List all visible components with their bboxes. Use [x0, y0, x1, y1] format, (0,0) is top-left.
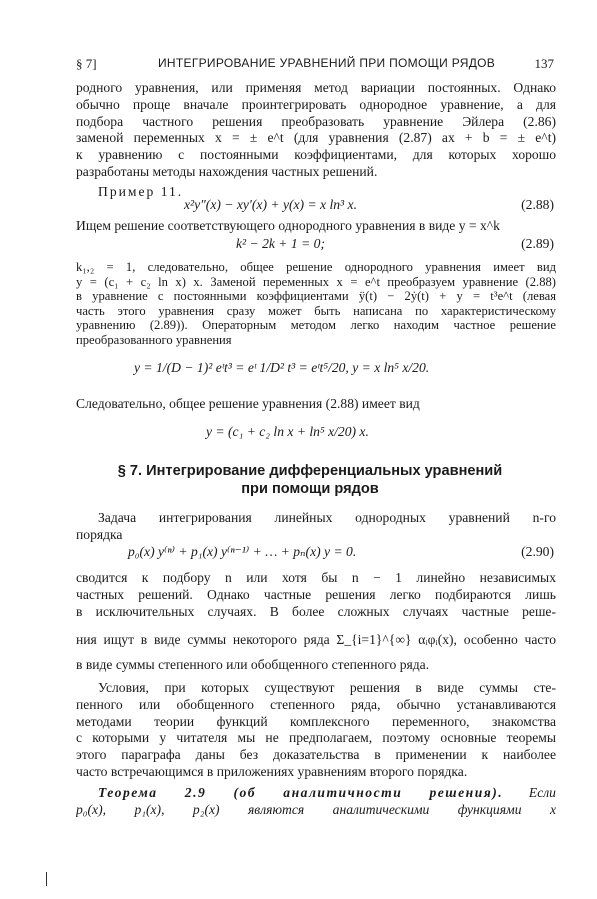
search-solution-line: Ищем решение соответствующего однородного уравнения в виде y = x^k [76, 218, 500, 233]
paragraph-euler [76, 80, 556, 181]
running-title: ИНТЕГРИРОВАНИЕ УРАВНЕНИЙ ПРИ ПОМОЩИ РЯДОВ [158, 56, 496, 70]
text-line: Задача интегрирования линейных однородных уравнений n-го [98, 510, 556, 525]
text-line: преобразованного уравнения [76, 332, 232, 347]
paragraph-linear-problem [76, 510, 556, 544]
text-line: с которыми у читателя мы не предполагаем, поэтому основные теоремы [76, 730, 556, 746]
theorem-lead: Если [528, 785, 556, 800]
section-mark: § 7] [76, 56, 97, 71]
section-heading [100, 462, 520, 498]
text-line: родного уравнения, или применяя метод вариации постоянных. Однако [76, 80, 556, 95]
text-line: в уравнение с постоянными коэффициентами ÿ(t) − 2ẏ(t) + y = t³e^t (левая [76, 289, 556, 304]
paragraph-particular-solutions [76, 570, 556, 674]
paragraph-example-solution [76, 260, 556, 348]
text-line: частных решений. Однако частные решения легко подбираются лишь [76, 586, 556, 602]
text-line: Условия, при которых существуют решения в виде суммы сте- [98, 680, 556, 695]
text-line: сводится к подбору n или хотя бы n − 1 линейно независимых [76, 570, 556, 585]
text-line: часть этого уравнения сразу может быть написана по характеристическому [76, 303, 556, 318]
theorem-2-9 [76, 784, 556, 818]
text-line: y = (c₁ + c₂ ln x) x. Заменой переменных x = e^t преобразуем уравнение (2.88) [76, 274, 556, 289]
equation-2-90: p₀(x) y⁽ⁿ⁾ + p₁(x) y⁽ⁿ⁻¹⁾ + … + pₙ(x) y = 0. [128, 544, 357, 559]
text-line: к уравнению с постоянными коэффициентами, для которых хорошо [76, 147, 556, 163]
example-label: Пример 11. [98, 184, 184, 199]
equation-2-89: k² − 2k + 1 = 0; [236, 236, 325, 251]
text-line: порядка [76, 526, 123, 542]
equation-number-2-90: (2.90) [521, 544, 554, 559]
text-line: методами теории функций комплексного переменного, знакомства [76, 713, 556, 729]
general-solution-formula: y = (c₁ + c₂ ln x + ln⁵ x/20) x. [206, 424, 369, 439]
theorem-first-line [76, 784, 556, 801]
section-title-line: при помощи рядов [241, 481, 379, 497]
equation-number-2-89: (2.89) [521, 236, 554, 251]
text-line: в исключительных случаях. В более сложных случаях частные реше- [76, 603, 556, 619]
page-number: 137 [534, 56, 554, 71]
text-line: ния ищут в виде суммы некоторого ряда Σ_{i=1}^{∞} αᵢφᵢ(x), особенно часто [76, 632, 556, 648]
equation-2-88: x²y″(x) − xy′(x) + y(x) = x ln³ x. [184, 197, 357, 212]
text-line: обычно проще вначале проинтегрировать однородное уравнение, а для [76, 96, 556, 112]
text-line: разработаны методы нахождения частных решений. [76, 163, 378, 179]
text-line: пенного или обобщенного степенного ряда, обычно устанавливаются [76, 696, 556, 712]
text-line: уравнению (2.89)). Операторным методом легко находим частное решение [76, 318, 556, 333]
section-title-line: § 7. Интегрирование дифференциальных уравнений [117, 463, 503, 479]
equation-number-2-88: (2.88) [521, 197, 554, 212]
text-line: заменой переменных x = ± e^t (для уравнения (2.87) ax + b = ± e^t) [76, 130, 556, 146]
general-solution-intro: Следовательно, общее решение уравнения (2.88) имеет вид [76, 396, 420, 411]
text-line: в виде суммы степенного или обобщенного степенного ряда. [76, 657, 430, 673]
text-line: часто встречающимся в приложениях уравнениям второго порядка. [76, 763, 468, 779]
theorem-heading: Теорема 2.9 (об аналитичности решения). [98, 785, 504, 800]
particular-solution-formula: y = 1/(D − 1)² eᵗt³ = eᵗ 1/D² t³ = eᵗt⁵/20, y = x ln⁵ x/20. [134, 360, 430, 375]
text-line: подбора частного решения преобразовать уравнение Эйлера (2.86) [76, 113, 556, 129]
text-line: k₁,₂ = 1, следовательно, общее решение однородного уравнения имеет вид [76, 260, 556, 274]
text-line: этого параграфа даны без доказательства в применении к наиболее [76, 747, 556, 763]
paragraph-conditions [76, 680, 556, 781]
theorem-second-line: p₀(x), p₁(x), p₂(x) являются аналитическими функциями x [76, 802, 556, 817]
scan-mark [46, 872, 47, 886]
